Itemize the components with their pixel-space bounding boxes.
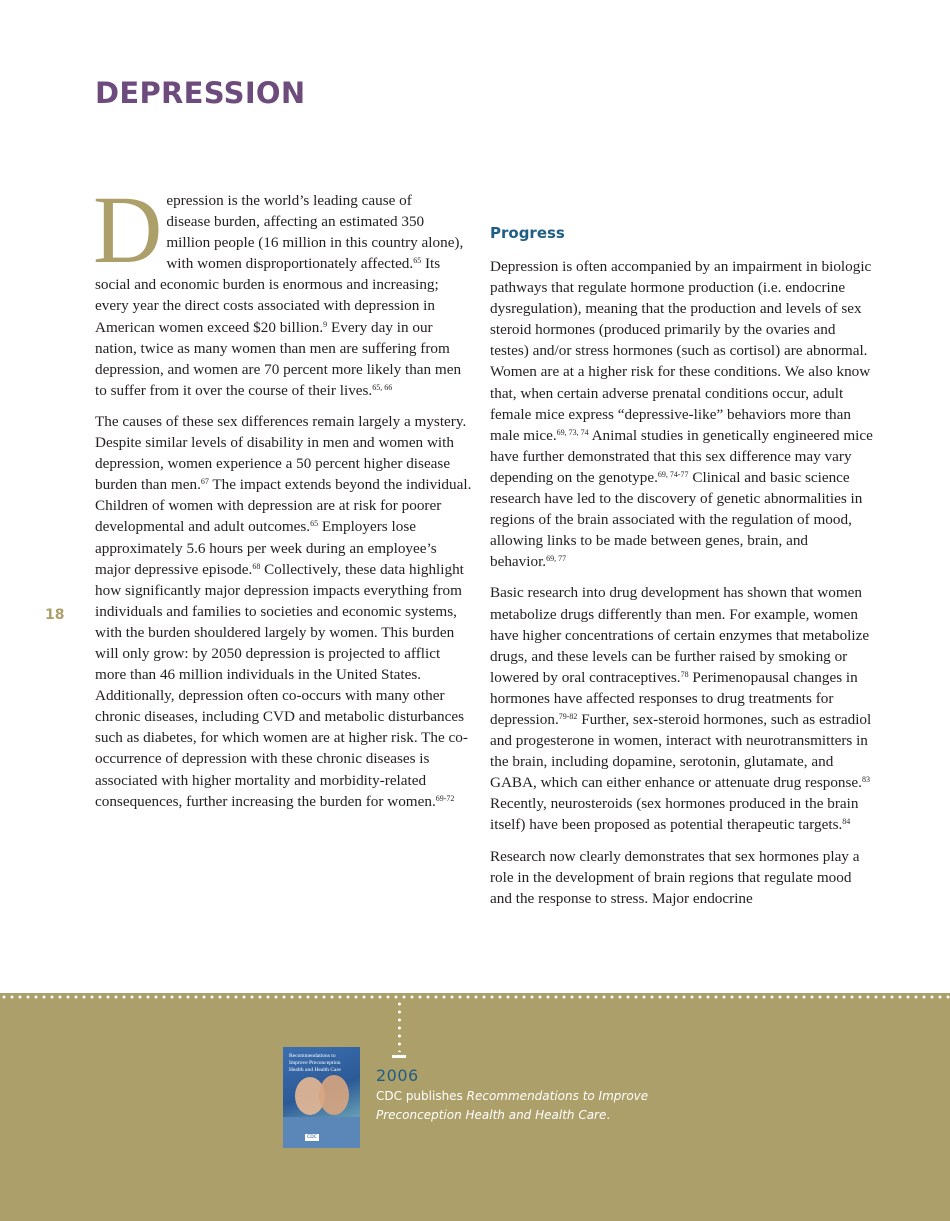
citation: 65, 66	[372, 382, 393, 392]
progress-paragraph-1	[490, 256, 875, 572]
lead-line-1: epression is the world’s leading cause of	[166, 192, 412, 209]
text-run: million people (16 million in this country alone), with women disproportionately affected.	[166, 234, 464, 273]
text-run: Its social and economic burden is enormous and increasing; every year the direct costs associated with depression in American women exceed $20 billion.	[95, 255, 441, 336]
drop-cap: D	[93, 176, 163, 283]
caption-title: Recommendations to Improve Preconception Health and Health Care	[376, 1089, 649, 1122]
citation: 67	[200, 477, 209, 487]
progress-paragraph-2	[490, 582, 875, 835]
page-title: DEPRESSION	[95, 76, 306, 110]
cover-photo-shirt	[283, 1117, 360, 1148]
timeline-caption	[376, 1087, 696, 1125]
text-run: The impact extends beyond the individual. Children of women with depression are at risk for poorer developmental and adult outcomes.	[95, 476, 472, 536]
citation: 9	[323, 319, 328, 329]
cdc-logo-icon: CDC	[305, 1134, 319, 1141]
text-run: Perimenopausal changes in hormones have affected responses to drug treatments for depression.	[490, 668, 858, 728]
timeline-marker	[392, 1055, 406, 1058]
timeline-connector	[397, 1000, 402, 1052]
causes-paragraph	[95, 411, 475, 812]
citation: 65	[310, 519, 319, 529]
caption-suffix: .	[606, 1108, 611, 1122]
intro-paragraph	[93, 176, 475, 401]
report-cover-image	[283, 1047, 360, 1148]
timeline-dotted-line	[0, 995, 950, 999]
text-run: Further, sex-steroid hormones, such as estradiol and progesterone in women, interact with neurotransmitters in the brain, including dopamine, serotonin, glutamate, and GABA, which can either enhance or attenuate drug response.	[490, 710, 872, 792]
citation: 69, 73, 74	[556, 427, 589, 437]
cover-photo-man	[319, 1075, 349, 1115]
lead-line-2: disease burden, affecting an estimated 350	[166, 213, 425, 231]
citation: 79-82	[558, 711, 578, 721]
text-run: The causes of these sex differences remain largely a mystery. Despite similar levels of disability in men and women with depression, women experience a 50 percent higher disease burden than men.	[95, 412, 467, 494]
right-column	[490, 222, 875, 919]
citation: 68	[252, 561, 261, 571]
text-run: Basic research into drug development has shown that women metabolize drugs differently than men. For example, women have higher concentrations of certain enzymes that metabolize drugs, and these levels can be further raised by smoking or lowered by oral contraceptives.	[490, 584, 870, 686]
text-run: Depression is often accompanied by an impairment in biologic pathways that regulate hormone production (i.e. endocrine dysregulation), meaning that the production and levels of sex steroid hormones (produced primarily by the ovaries and testes) and/or stress hormones (such as cortisol) are abnormal. Women are at a higher risk for these conditions. We also know that, when certain adverse prenatal conditions occur, adult female mice express “depressive-like” behaviors more than male mice.	[490, 258, 872, 444]
citation: 83	[861, 775, 870, 785]
caption-prefix: CDC publishes	[376, 1089, 467, 1103]
citation: 65	[413, 256, 422, 266]
citation: 69, 74-77	[657, 469, 689, 479]
citation: 84	[842, 817, 851, 827]
progress-paragraph-3: Research now clearly demonstrates that sex hormones play a role in the development of brain regions that regulate mood and the response to stress. Major endocrine	[490, 847, 860, 907]
citation: 69, 77	[546, 554, 567, 564]
text-run: Employers lose approximately 5.6 hours per week during an employee’s major depressive episode.	[95, 518, 437, 578]
timeline-year: 2006	[376, 1066, 419, 1085]
text-run: Recently, neurosteroids (sex hormones produced in the brain itself) have been proposed as potential therapeutic targets.	[490, 795, 859, 834]
page-number: 18	[45, 607, 65, 623]
section-heading-progress: Progress	[490, 224, 565, 242]
citation: 69-72	[435, 793, 455, 803]
left-column	[93, 176, 475, 822]
text-run: Animal studies in genetically engineered mice have further demonstrated that this sex difference may vary depending on the genotype.	[490, 426, 873, 486]
text-run: Every day in our nation, twice as many women than men are suffering from depression, and women are 70 percent more likely than men to suffer from it over the course of their lives.	[95, 318, 462, 399]
text-run: Collectively, these data highlight how significantly major depression impacts everything from individuals and families to societies and economic systems, with the burden shouldered largely by women. This burden will only grow: by 2050 depression is projected to afflict more than 46 million individuals in the United States. Additionally, depression often co-occurs with many other chronic diseases, including CVD and metabolic disturbances such as diabetes, for which women are at higher risk. The co-occurrence of depression with these chronic diseases is associated with higher mortality and morbidity-related consequences, further increasing the burden for women.	[95, 560, 468, 810]
citation: 78	[680, 669, 689, 679]
cover-title: Recommendations to Improve Preconception Health and Health Care	[289, 1053, 341, 1073]
text-run: Clinical and basic science research have led to the discovery of genetic abnormalities in regions of the brain associated with the regulation of mood, allowing links to be made between genes, brain, and behavior.	[490, 468, 863, 571]
